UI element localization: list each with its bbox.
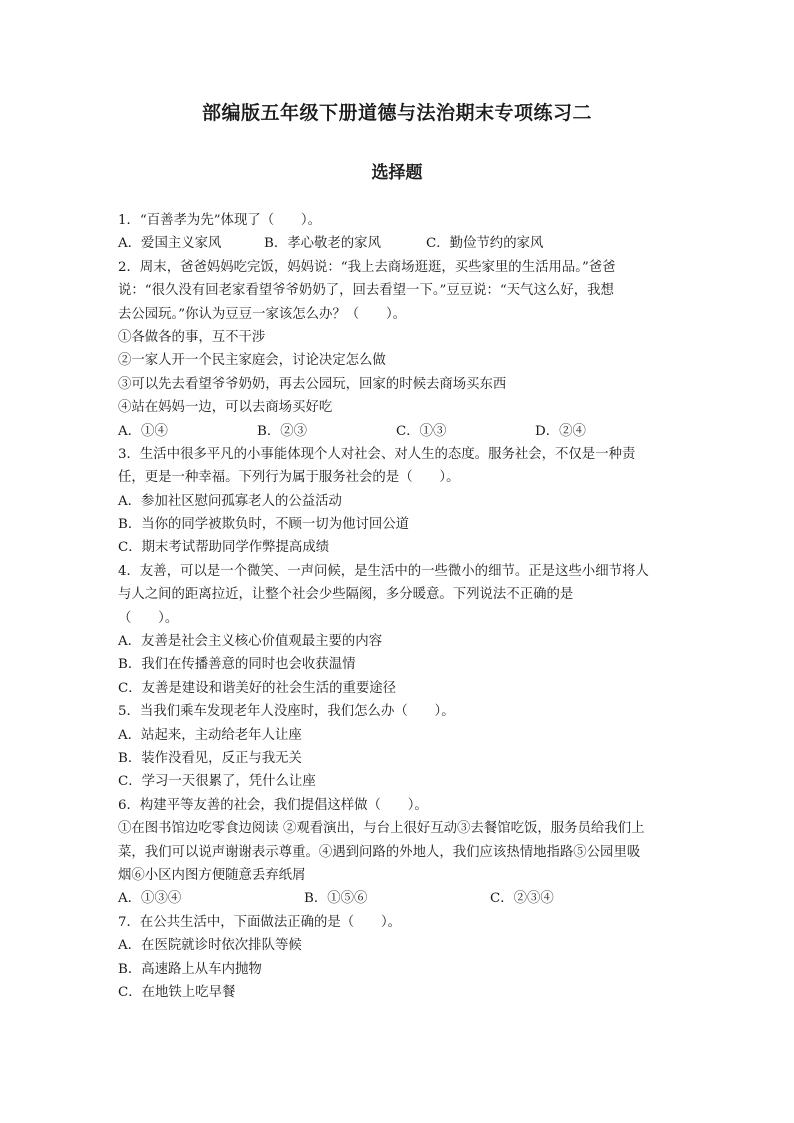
option-c: C．①③ (396, 423, 447, 439)
option-a: A．站起来，主动给老年人让座 (118, 727, 302, 743)
option-c: C．勤俭节约的家风 (426, 236, 544, 252)
option-c: C．在地铁上吃早餐 (118, 984, 236, 1000)
option-a: A．友善是社会主义核心价值观最主要的内容 (118, 634, 383, 650)
question-2-item: ④站在妈妈一边，可以去商场买好吃 (118, 400, 333, 416)
option-a: A．爱国主义家风 (118, 236, 222, 252)
question-5-stem: 5．当我们乘车发现老年人没座时，我们怎么办（ ）。 (118, 704, 455, 720)
option-a: A．①④ (118, 423, 168, 439)
question-1-options (118, 232, 678, 255)
question-3-stem-line: 任，更是一种幸福。下列行为属于服务社会的是（ ）。 (118, 470, 460, 486)
question-6-stem: 6．构建平等友善的社会，我们提倡这样做（ ）。 (118, 797, 428, 813)
option-b: B．孝心敬老的家风 (264, 236, 381, 252)
option-b: B．高速路上从车内抛物 (118, 961, 262, 977)
question-4-stem-line: 4．友善，可以是一个微笑、一声问候，是生活中的一些微小的细节。正是这些小细节将人 (118, 563, 649, 579)
question-2-options (118, 420, 678, 443)
question-6-item-line: 菜，我们可以说声谢谢表示尊重。④遇到问路的外地人，我们应该热情地指路⑤公园里吸 (118, 844, 641, 860)
option-b: B．①⑤⑥ (304, 891, 368, 907)
question-6-item-line: 烟⑥小区内图方便随意丢弃纸屑 (118, 867, 306, 883)
question-1-stem: 1．“百善孝为先”体现了（ ）。 (118, 213, 321, 228)
option-b: B．装作没看见，反正与我无关 (118, 750, 302, 766)
option-b: B．我们在传播善意的同时也会收获温情 (118, 657, 356, 673)
section-title: 选择题 (371, 163, 423, 183)
question-6-options (118, 887, 678, 910)
question-6-item-line: ①在图书馆边吃零食边阅读 ②观看演出，与台上很好互动③去餐馆吃饭，服务员给我们上 (118, 821, 645, 837)
option-a: A．①③④ (118, 891, 182, 907)
option-b: B．②③ (257, 423, 308, 439)
question-2-stem-line: 说：“很久没有回老家看望爷爷奶奶了，回去看望一下。”豆豆说：“天气这么好，我想 (118, 283, 614, 299)
question-3-stem-line: 3．生活中很多平凡的小事能体现个人对社会、对人生的态度。服务社会，不仅是一种责 (118, 446, 636, 462)
option-c: C．学习一天很累了，凭什么让座 (118, 774, 316, 790)
option-a: A．参加社区慰问孤寡老人的公益活动 (118, 493, 342, 509)
option-c: C．期末考试帮助同学作弊提高成绩 (118, 540, 330, 556)
question-4-stem-line: （ ）。 (118, 610, 179, 626)
option-b: B．当你的同学被欺负时，不顾一切为他讨回公道 (118, 517, 410, 533)
option-a: A．在医院就诊时依次排队等候 (118, 938, 302, 954)
option-c: C．②③④ (490, 891, 554, 907)
question-2-stem-line: 去公园玩。”你认为豆豆一家该怎么办？（ ）。 (118, 306, 407, 322)
question-2-item: ①各做各的事，互不干涉 (118, 329, 266, 345)
question-2-item: ③可以先去看望爷爷奶奶，再去公园玩，回家的时候去商场买东西 (118, 376, 507, 392)
question-list (118, 209, 678, 1004)
question-4-stem-line: 与人之间的距离拉近，让整个社会少些隔阂，多分暖意。下列说法不正确的是 (118, 587, 574, 603)
option-d: D．②④ (535, 423, 586, 439)
page-title: 部编版五年级下册道德与法治期末专项练习二 (201, 102, 592, 124)
question-2-item: ②一家人开一个民主家庭会，讨论决定怎么做 (118, 353, 386, 369)
option-c: C．友善是建设和谐美好的社会生活的重要途径 (118, 680, 397, 696)
question-7-stem: 7．在公共生活中，下面做法正确的是（ ）。 (118, 914, 402, 930)
question-2-stem-line: 2．周末，爸爸妈妈吃完饭，妈妈说：“我上去商场逛逛，买些家里的生活用品。”爸爸 (118, 259, 616, 275)
